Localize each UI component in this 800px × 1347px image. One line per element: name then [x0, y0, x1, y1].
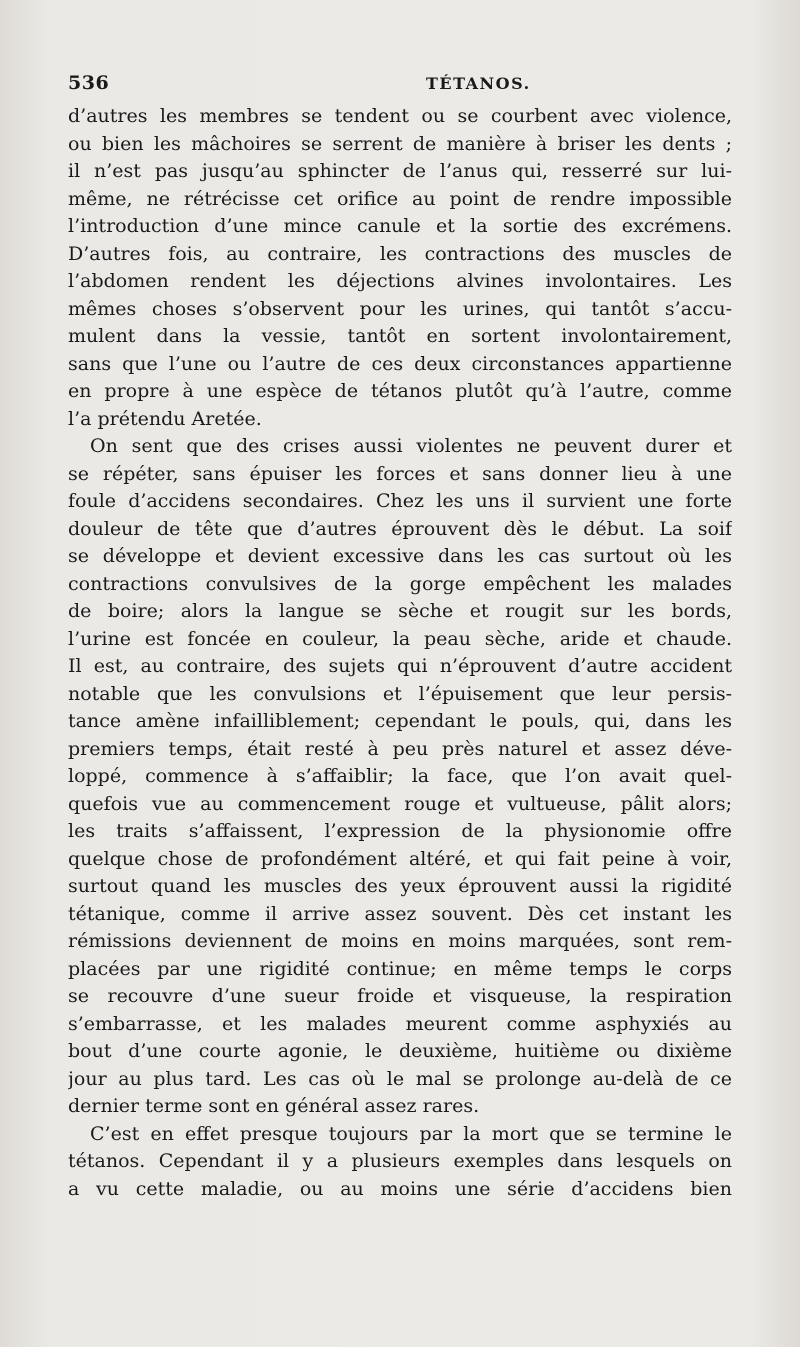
text-line: contractions convulsives de la gorge empêchent les malades: [68, 572, 732, 595]
text-line: bout d’une courte agonie, le deuxième, huitième ou dixième: [68, 1040, 732, 1062]
text-line: mêmes choses s’observent pour les urines, qui tantôt s’accu-: [68, 297, 732, 320]
body-text: [68, 103, 732, 1203]
text-line: tétanique, comme il arrive assez souvent. Dès cet instant les: [68, 902, 732, 925]
text-line: Il est, au contraire, des sujets qui n’éprouvent d’autre accident: [68, 655, 732, 677]
text-line: placées par une rigidité continue; en même temps le corps: [68, 957, 732, 980]
text-line: les traits s’affaissent, l’expression de la physionomie offre: [68, 820, 732, 842]
text-line: ou bien les mâchoires se serrent de manière à briser les dents ;: [68, 132, 732, 155]
text-line: l’introduction d’une mince canule et la sortie des excrémens.: [68, 215, 732, 237]
page-number: 536: [68, 72, 110, 94]
text-line: mulent dans la vessie, tantôt en sortent involontairement,: [68, 325, 732, 347]
text-line: notable que les convulsions et l’épuisement que leur persis-: [68, 682, 732, 705]
text-line: l’a prétendu Aretée.: [68, 407, 262, 430]
text-line: sans que l’une ou l’autre de ces deux circonstances appartienne: [68, 352, 732, 375]
text-line: même, ne rétrécisse cet orifice au point de rendre impossible: [68, 187, 732, 210]
text-line: loppé, commence à s’affaiblir; la face, que l’on avait quel-: [68, 765, 732, 787]
page-header: [68, 72, 732, 104]
text-line: douleur de tête que d’autres éprouvent dès le début. La soif: [68, 517, 732, 540]
text-line: tance amène infailliblement; cependant le pouls, qui, dans les: [68, 710, 732, 732]
text-line: l’abdomen rendent les déjections alvines involontaires. Les: [68, 270, 732, 292]
text-line: se développe et devient excessive dans les cas surtout où les: [68, 545, 732, 567]
text-line: en propre à une espèce de tétanos plutôt qu’à l’autre, comme: [68, 380, 732, 402]
text-line: a vu cette maladie, ou au moins une série d’accidens bien: [68, 1177, 732, 1200]
text-line: dernier terme sont en général assez rares.: [68, 1095, 480, 1117]
text-line: tétanos. Cependant il y a plusieurs exemples dans lesquels on: [68, 1150, 732, 1172]
text-line: de boire; alors la langue se sèche et rougit sur les bords,: [68, 600, 732, 622]
text-line: D’autres fois, au contraire, les contractions des muscles de: [68, 242, 732, 265]
text-line: foule d’accidens secondaires. Chez les uns il survient une forte: [68, 490, 732, 512]
text-line: s’embarrasse, et les malades meurent comme asphyxiés au: [68, 1012, 732, 1035]
text-line: rémissions deviennent de moins en moins marquées, sont rem-: [68, 930, 732, 952]
text-line: C’est en effet presque toujours par la mort que se termine le: [90, 1122, 732, 1145]
text-line: quelque chose de profondément altéré, et qui fait peine à voir,: [68, 847, 732, 870]
text-line: surtout quand les muscles des yeux éprouvent aussi la rigidité: [68, 875, 732, 897]
text-line: jour au plus tard. Les cas où le mal se prolonge au-delà de ce: [68, 1067, 732, 1090]
text-line: On sent que des crises aussi violentes ne peuvent durer et: [90, 435, 732, 457]
text-line: quefois vue au commencement rouge et vultueuse, pâlit alors;: [68, 792, 732, 815]
text-line: il n’est pas jusqu’au sphincter de l’anus qui, resserré sur lui-: [68, 160, 732, 182]
text-line: se répéter, sans épuiser les forces et sans donner lieu à une: [68, 462, 732, 485]
text-line: premiers temps, était resté à peu près naturel et assez déve-: [68, 737, 732, 760]
running-title: TÉTANOS.: [426, 74, 531, 93]
text-line: l’urine est foncée en couleur, la peau sèche, aride et chaude.: [68, 627, 732, 650]
text-line: se recouvre d’une sueur froide et visqueuse, la respiration: [68, 985, 732, 1007]
text-line: d’autres les membres se tendent ou se courbent avec violence,: [68, 105, 732, 127]
